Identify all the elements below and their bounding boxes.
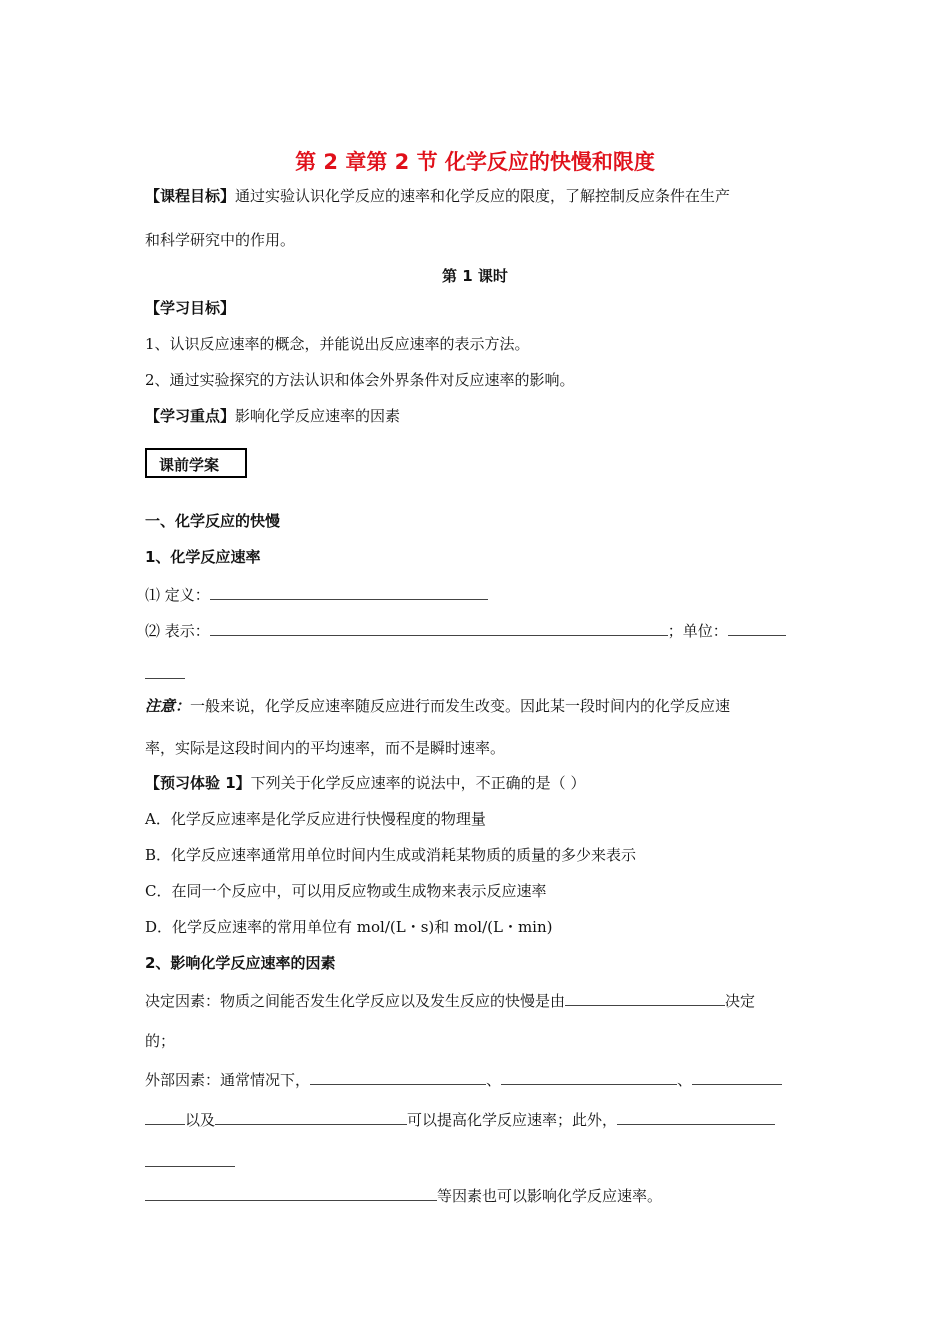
external-sep-2: 、 <box>677 1071 693 1089</box>
exercise-1-label: 【预习体验 1】 <box>145 774 251 792</box>
study-goal-item-2: 2、通过实验探究的方法认识和体会外界条件对反应速率的影响。 <box>145 371 575 389</box>
exercise-1-question: 下列关于化学反应速率的说法中，不正确的是（ ） <box>250 774 586 792</box>
external-line4 <box>145 1184 662 1206</box>
definition-label: ⑴ 定义： <box>145 586 210 604</box>
definition-blank[interactable] <box>210 583 488 600</box>
lesson-heading: 第 1 课时 <box>442 267 508 285</box>
course-goal-label: 【课程目标】 <box>145 187 236 205</box>
external-text3: 等因素也可以影响化学反应速率。 <box>437 1187 663 1205</box>
unit-label: ；单位： <box>667 622 728 640</box>
course-goal-line1 <box>145 186 730 206</box>
option-a: A．化学反应速率是化学反应进行快慢程度的物理量 <box>145 810 486 828</box>
study-focus <box>145 406 400 426</box>
unit-blank-continued[interactable] <box>145 662 185 679</box>
note-label: 注意： <box>145 697 191 715</box>
decide-line <box>145 989 755 1011</box>
course-goal-text2: 和科学研究中的作用。 <box>145 231 296 249</box>
external-blank-2[interactable] <box>501 1068 677 1085</box>
option-d: D．化学反应速率的常用单位有 mol/(L・s)和 mol/(L・min) <box>145 918 553 936</box>
expression-blank[interactable] <box>210 619 668 636</box>
option-b: B．化学反应速率通常用单位时间内生成或消耗某物质的质量的多少来表示 <box>145 846 637 864</box>
expression-line <box>145 619 786 641</box>
unit-blank[interactable] <box>728 619 786 636</box>
external-line1 <box>145 1068 782 1090</box>
course-goal-text1: 通过实验认识化学反应的速率和化学反应的限度，了解控制反应条件在生产 <box>235 187 731 205</box>
exercise-1 <box>145 773 585 793</box>
study-focus-text: 影响化学反应速率的因素 <box>235 407 401 425</box>
section-heading-1: 一、化学反应的快慢 <box>145 512 281 530</box>
note-text1: 一般来说，化学反应速率随反应进行而发生改变。因此某一段时间内的化学反应速 <box>190 697 731 715</box>
option-c: C．在同一个反应中，可以用反应物或生成物来表示反应速率 <box>145 882 547 900</box>
external-and: 以及 <box>185 1111 216 1129</box>
external-blank-6[interactable] <box>145 1184 437 1201</box>
external-blank-5[interactable] <box>617 1108 775 1125</box>
definition-line <box>145 583 488 605</box>
external-blank-1[interactable] <box>310 1068 486 1085</box>
study-goal-item-1: 1、认识反应速率的概念，并能说出反应速率的表示方法。 <box>145 335 530 353</box>
external-sep-1: 、 <box>486 1071 502 1089</box>
external-line3 <box>145 1150 235 1172</box>
study-focus-label: 【学习重点】 <box>145 407 236 425</box>
unit-blank-continued-line <box>145 662 185 684</box>
decide-text1: 决定因素：物质之间能否发生化学反应以及发生反应的快慢是由 <box>145 992 566 1010</box>
pre-class-box <box>145 448 247 478</box>
external-text1: 外部因素：通常情况下， <box>145 1071 311 1089</box>
external-line2 <box>145 1108 775 1130</box>
study-goals-label: 【学习目标】 <box>145 299 236 317</box>
external-blank-3[interactable] <box>692 1068 782 1085</box>
decide-text2: 决定 <box>725 992 756 1010</box>
decide-text3: 的； <box>145 1032 176 1050</box>
page-title: 第 2 章第 2 节 化学反应的快慢和限度 <box>295 150 655 174</box>
note-text2: 率，实际是这段时间内的平均速率，而不是瞬时速率。 <box>145 739 506 757</box>
pre-class-label: 课前学案 <box>159 456 220 474</box>
note-line1 <box>145 696 730 716</box>
expression-label: ⑵ 表示： <box>145 622 210 640</box>
external-blank-4[interactable] <box>215 1108 407 1125</box>
subsection-heading-2: 2、影响化学反应速率的因素 <box>145 954 336 972</box>
subsection-heading-1: 1、化学反应速率 <box>145 548 261 566</box>
external-blank-3-continued[interactable] <box>145 1108 185 1125</box>
external-text2: 可以提高化学反应速率；此外， <box>407 1111 618 1129</box>
external-blank-5-continued[interactable] <box>145 1150 235 1167</box>
decide-blank[interactable] <box>565 989 725 1006</box>
